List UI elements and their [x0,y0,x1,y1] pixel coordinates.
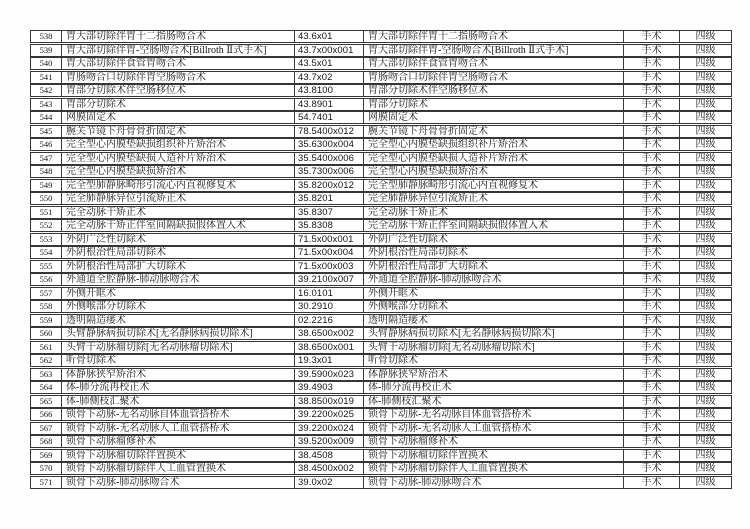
row-number: 561 [39,341,53,352]
procedure-code: 78.5400x012 [294,126,363,137]
table-row [30,192,732,205]
level-cell: 四级 [679,234,731,245]
procedure-name: 胃肠吻合口切除伴胃空肠吻合术 [61,72,294,83]
level-cell: 四级 [679,423,731,434]
level-cell: 四级 [679,328,731,339]
procedure-name-repeat: 胃部分切除术伴空肠移位术 [363,85,623,96]
procedure-name-repeat: 体-肺分流再校正术 [363,382,623,393]
row-number: 549 [39,179,53,190]
table-row [30,233,732,246]
category-cell: 手术 [623,477,679,488]
procedure-name-repeat: 胃大部切除伴胃十二指肠吻合术 [363,31,623,42]
procedure-name-repeat: 完全型心内膜垫缺损人造补片矫治术 [363,153,623,164]
procedure-name: 腕关节镜下舟骨骨折固定术 [61,126,294,137]
category-cell: 手术 [623,463,679,474]
level-cell: 四级 [679,369,731,380]
procedure-code: 16.0101 [294,288,363,299]
row-number: 555 [39,260,53,271]
level-cell: 四级 [679,342,731,353]
row-number: 569 [39,449,53,460]
procedure-name-repeat: 胃部分切除术 [363,99,623,110]
category-cell: 手术 [623,396,679,407]
procedure-code: 38.6500x001 [294,342,363,353]
row-number: 557 [39,287,53,298]
row-number: 563 [39,368,53,379]
procedure-code: 43.8901 [294,99,363,110]
table-row [30,476,732,489]
procedure-name-repeat: 透明隔造瘘术 [363,315,623,326]
procedure-name-repeat: 完全动脉干矫正术 [363,207,623,218]
procedure-name: 完全型肺静脉畸形引流心内直视修复术 [61,180,294,191]
row-number: 553 [39,233,53,244]
row-number: 542 [39,85,53,95]
level-cell: 四级 [679,139,731,150]
procedure-name-repeat: 外阴广泛性切除术 [363,234,623,245]
level-cell: 四级 [679,193,731,204]
procedure-code: 43.6x01 [294,31,363,42]
row-number: 556 [39,274,53,284]
procedure-name: 胃部分切除术 [61,99,294,110]
table-row [30,368,732,381]
procedure-code: 35.8307 [294,207,363,218]
procedure-name: 锁骨下动脉瘤切除伴置换术 [61,450,294,461]
table-row [30,246,732,259]
level-cell: 四级 [679,126,731,137]
level-cell: 四级 [679,382,731,393]
procedure-name-repeat: 听骨切除术 [363,355,623,366]
level-cell: 四级 [679,396,731,407]
category-cell: 手术 [623,288,679,299]
level-cell: 四级 [679,247,731,258]
procedure-name: 网膜固定术 [61,112,294,123]
procedure-name-repeat: 完全型心内膜垫缺损矫治术 [363,166,623,177]
procedure-code: 39.4903 [294,382,363,393]
procedure-name-repeat: 锁骨下动脉-无名动脉自体血管搭桥术 [363,409,623,420]
table-row [30,179,732,192]
procedure-name-repeat: 外阴根治性局部扩大切除术 [363,261,623,272]
procedure-name-repeat: 网膜固定术 [363,112,623,123]
procedure-name: 完全动脉干矫正术 [61,207,294,218]
level-cell: 四级 [679,409,731,420]
category-cell: 手术 [623,126,679,137]
level-cell: 四级 [679,288,731,299]
procedure-name-repeat: 锁骨下动脉-无名动脉人工血管搭桥术 [363,423,623,434]
level-cell: 四级 [679,112,731,123]
table-row [30,57,732,70]
procedure-code: 39.2200x025 [294,409,363,420]
procedure-name-repeat: 外侧开眶术 [363,288,623,299]
category-cell: 手术 [623,166,679,177]
row-number: 544 [39,112,53,122]
table-row [30,341,732,354]
category-cell: 手术 [623,301,679,312]
category-cell: 手术 [623,220,679,231]
procedure-name: 外侧开眶术 [61,288,294,299]
table-row [30,84,732,97]
row-number: 548 [39,166,53,176]
row-number: 568 [39,436,53,446]
procedure-name-repeat: 体-肺侧枝汇聚术 [363,396,623,407]
level-cell: 四级 [679,274,731,285]
category-cell: 手术 [623,261,679,272]
level-cell: 四级 [679,315,731,326]
category-cell: 手术 [623,234,679,245]
category-cell: 手术 [623,423,679,434]
table-row [30,260,732,273]
procedure-code: 35.8200x012 [294,180,363,191]
procedure-name: 完全型心内膜垫缺损人造补片矫治术 [61,153,294,164]
table-row [30,395,732,408]
procedure-name-repeat: 外阴根治性局部切除术 [363,247,623,258]
procedure-code: 38.6500x002 [294,328,363,339]
level-cell: 四级 [679,301,731,312]
procedure-code: 38.8500x019 [294,396,363,407]
level-cell: 四级 [679,180,731,191]
row-number: 562 [39,355,53,365]
category-cell: 手术 [623,315,679,326]
procedure-name: 头臂干动脉瘤切除[无名动脉瘤切除术] [61,342,294,353]
category-cell: 手术 [623,274,679,285]
row-number: 539 [39,44,53,55]
level-cell: 四级 [679,463,731,474]
procedure-name: 外阴根治性局部切除术 [61,247,294,258]
category-cell: 手术 [623,207,679,218]
procedure-name-repeat: 胃大部切除伴食管胃吻合术 [363,58,623,69]
level-cell: 四级 [679,153,731,164]
category-cell: 手术 [623,409,679,420]
row-number: 546 [39,139,53,149]
level-cell: 四级 [679,45,731,56]
procedure-name: 外阴广泛性切除术 [61,234,294,245]
category-cell: 手术 [623,450,679,461]
procedure-code: 19.3x01 [294,355,363,366]
category-cell: 手术 [623,31,679,42]
category-cell: 手术 [623,342,679,353]
row-number: 550 [39,193,53,203]
procedure-code: 43.8100 [294,85,363,96]
procedure-code: 43.7x02 [294,72,363,83]
category-cell: 手术 [623,247,679,258]
procedure-name: 胃大部切除伴胃十二指肠吻合术 [61,31,294,42]
procedure-name: 外阴根治性局部扩大切除术 [61,261,294,272]
row-number: 541 [39,71,53,82]
procedure-code: 39.2100x007 [294,274,363,285]
procedure-name: 锁骨下动脉-肺动脉吻合术 [61,477,294,488]
table-row [30,314,732,327]
procedure-name: 完全型心内膜垫缺损组织补片矫治术 [61,139,294,150]
category-cell: 手术 [623,72,679,83]
level-cell: 四级 [679,450,731,461]
procedure-name-repeat: 完全动脉干矫正伴室间隔缺损假体置入术 [363,220,623,231]
procedure-code: 39.0x02 [294,477,363,488]
table-row [30,125,732,138]
level-cell: 四级 [679,355,731,366]
row-number: 545 [39,125,53,136]
procedure-code: 39.5200x009 [294,436,363,447]
procedure-name: 听骨切除术 [61,355,294,366]
row-number: 551 [39,206,53,217]
row-number: 547 [39,152,53,163]
procedure-code: 35.8308 [294,220,363,231]
procedure-name: 锁骨下动脉瘤修补术 [61,436,294,447]
table-row [30,44,732,57]
procedure-name-repeat: 锁骨下动脉-肺动脉吻合术 [363,477,623,488]
procedure-name: 完全肺静脉异位引流矫正术 [61,193,294,204]
procedure-code: 71.5x00x001 [294,234,363,245]
category-cell: 手术 [623,180,679,191]
level-cell: 四级 [679,99,731,110]
category-cell: 手术 [623,112,679,123]
category-cell: 手术 [623,45,679,56]
procedure-code: 35.7300x006 [294,166,363,177]
procedure-code: 35.8201 [294,193,363,204]
level-cell: 四级 [679,220,731,231]
category-cell: 手术 [623,328,679,339]
procedure-code: 30.2910 [294,301,363,312]
procedure-name: 锁骨下动脉-无名动脉人工血管搭桥术 [61,423,294,434]
level-cell: 四级 [679,72,731,83]
table-row [30,449,732,462]
procedure-name-repeat: 外通道全腔静脉-肺动脉吻合术 [363,274,623,285]
table-row [30,71,732,84]
procedure-name: 体-肺侧枝汇聚术 [61,396,294,407]
level-cell: 四级 [679,477,731,488]
table-row [30,273,732,286]
table-row [30,287,732,300]
procedure-name-repeat: 完全型肺静脉畸形引流心内直视修复术 [363,180,623,191]
row-number: 543 [39,98,53,109]
table-row [30,300,732,313]
procedure-name: 头臂静脉病损切除术[无名静脉病损切除术] [61,328,294,339]
procedure-name-repeat: 锁骨下动脉瘤修补术 [363,436,623,447]
procedure-name: 体-肺分流再校正术 [61,382,294,393]
category-cell: 手术 [623,99,679,110]
procedure-name-repeat: 胃肠吻合口切除伴胃空肠吻合术 [363,72,623,83]
procedure-code: 35.5400x006 [294,153,363,164]
row-number: 554 [39,247,53,257]
procedure-code: 71.5x00x004 [294,247,363,258]
level-cell: 四级 [679,207,731,218]
procedure-code: 38.4500x002 [294,463,363,474]
procedure-name: 锁骨下动脉-无名动脉自体血管搭桥术 [61,409,294,420]
row-number: 540 [39,58,53,68]
row-number: 559 [39,314,53,325]
table-row [30,219,732,232]
procedure-name: 外侧喉部分切除术 [61,301,294,312]
procedure-name: 锁骨下动脉瘤切除伴人工血管置换术 [61,463,294,474]
procedure-name-repeat: 体静脉狭窄矫治术 [363,369,623,380]
category-cell: 手术 [623,153,679,164]
procedure-name: 外通道全腔静脉-肺动脉吻合术 [61,274,294,285]
procedure-name-repeat: 头臂干动脉瘤切除[无名动脉瘤切除术] [363,342,623,353]
table-row [30,98,732,111]
category-cell: 手术 [623,193,679,204]
level-cell: 四级 [679,166,731,177]
table-row [30,408,732,421]
procedure-name-repeat: 外侧喉部分切除术 [363,301,623,312]
procedure-code: 39.5900x023 [294,369,363,380]
table-row [30,152,732,165]
category-cell: 手术 [623,369,679,380]
procedure-code: 35.6300x004 [294,139,363,150]
procedure-name: 完全型心内膜垫缺损矫治术 [61,166,294,177]
procedure-code: 38.4508 [294,450,363,461]
procedure-code: 02.2216 [294,315,363,326]
row-number: 558 [39,301,53,311]
row-number: 570 [39,463,53,473]
row-number: 564 [39,382,53,392]
table-row [30,30,732,43]
level-cell: 四级 [679,436,731,447]
procedure-code: 39.2200x024 [294,423,363,434]
procedure-name-repeat: 腕关节镜下舟骨骨折固定术 [363,126,623,137]
procedure-name: 完全动脉干矫正伴室间隔缺损假体置入术 [61,220,294,231]
table-row [30,111,732,124]
procedure-code: 43.7x00x001 [294,45,363,56]
table-row [30,462,732,475]
table-row [30,422,732,435]
procedure-name: 胃大部切除伴胃-空肠吻合术[Billroth Ⅱ式手术] [61,45,294,56]
level-cell: 四级 [679,31,731,42]
row-number: 552 [39,220,53,230]
procedure-name-repeat: 胃大部切除伴胃-空肠吻合术[Billroth Ⅱ式手术] [363,45,623,56]
category-cell: 手术 [623,436,679,447]
table-row [30,206,732,219]
row-number: 538 [39,31,53,41]
row-number: 571 [39,476,53,487]
procedure-table [30,30,732,489]
procedure-name-repeat: 头臂静脉病损切除术[无名静脉病损切除术] [363,328,623,339]
category-cell: 手术 [623,85,679,96]
row-number: 565 [39,395,53,406]
category-cell: 手术 [623,355,679,366]
category-cell: 手术 [623,382,679,393]
table-row [30,354,732,367]
row-number: 567 [39,422,53,433]
category-cell: 手术 [623,58,679,69]
table-row [30,381,732,394]
table-row [30,435,732,448]
procedure-code: 71.5x00x003 [294,261,363,272]
level-cell: 四级 [679,261,731,272]
procedure-name: 体静脉狭窄矫治术 [61,369,294,380]
level-cell: 四级 [679,85,731,96]
procedure-name: 胃大部切除伴食管胃吻合术 [61,58,294,69]
table-row [30,165,732,178]
table-row [30,327,732,340]
procedure-name-repeat: 完全肺静脉异位引流矫正术 [363,193,623,204]
row-number: 566 [39,409,53,419]
level-cell: 四级 [679,58,731,69]
procedure-name-repeat: 锁骨下动脉瘤切除伴人工血管置换术 [363,463,623,474]
procedure-name-repeat: 完全型心内膜垫缺损组织补片矫治术 [363,139,623,150]
procedure-name-repeat: 锁骨下动脉瘤切除伴置换术 [363,450,623,461]
procedure-name: 透明隔造瘘术 [61,315,294,326]
procedure-name: 胃部分切除术伴空肠移位术 [61,85,294,96]
row-number: 560 [39,328,53,338]
table-row [30,138,732,151]
category-cell: 手术 [623,139,679,150]
procedure-code: 43.5x01 [294,58,363,69]
procedure-code: 54.7401 [294,112,363,123]
